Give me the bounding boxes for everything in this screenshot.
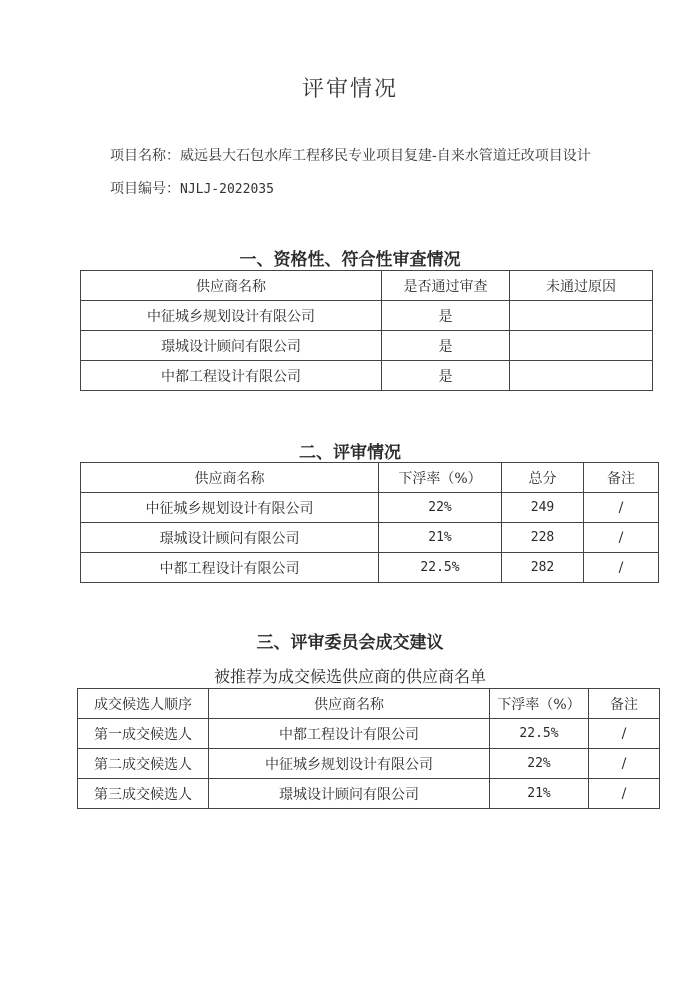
table-header-row [78, 689, 660, 719]
header-cell: 备注 [589, 689, 660, 719]
score-cell: 282 [502, 553, 584, 583]
discount-rate-cell: 21% [490, 779, 589, 809]
section3-title: 三、评审委员会成交建议 [256, 633, 444, 653]
remark-cell: / [584, 523, 659, 553]
header-cell: 备注 [584, 463, 659, 493]
remark-cell: / [589, 779, 660, 809]
remark-cell: / [589, 749, 660, 779]
supplier-cell: 中都工程设计有限公司 [209, 719, 490, 749]
header-cell: 总分 [502, 463, 584, 493]
project-code-line [110, 178, 274, 198]
supplier-cell: 中都工程设计有限公司 [81, 553, 379, 583]
supplier-cell: 璟城设计顾问有限公司 [81, 331, 382, 361]
header-cell: 成交候选人顺序 [78, 689, 209, 719]
discount-rate-cell: 22.5% [490, 719, 589, 749]
score-cell: 228 [502, 523, 584, 553]
table-row [81, 361, 653, 391]
table-row [81, 523, 659, 553]
section1-title: 一、资格性、符合性审查情况 [239, 250, 461, 270]
supplier-cell: 中征城乡规划设计有限公司 [209, 749, 490, 779]
pass-cell: 是 [382, 301, 510, 331]
header-cell: 未通过原因 [510, 271, 653, 301]
discount-rate-cell: 22% [490, 749, 589, 779]
supplier-cell: 中征城乡规划设计有限公司 [81, 301, 382, 331]
project-code-value: NJLJ-2022035 [180, 182, 274, 197]
section3-subtitle: 被推荐为成交候选供应商的供应商名单 [213, 667, 486, 686]
table-row [78, 779, 660, 809]
remark-cell: / [589, 719, 660, 749]
score-cell: 249 [502, 493, 584, 523]
pass-cell: 是 [382, 331, 510, 361]
pass-cell: 是 [382, 361, 510, 391]
project-name-line [110, 145, 591, 165]
table-header-row [81, 463, 659, 493]
table-row [81, 331, 653, 361]
discount-rate-cell: 22% [379, 493, 502, 523]
table-row [78, 719, 660, 749]
table-header-row [81, 271, 653, 301]
project-name-label: 项目名称： [110, 148, 180, 164]
supplier-cell: 中征城乡规划设计有限公司 [81, 493, 379, 523]
reason-cell [510, 361, 653, 391]
reason-cell [510, 301, 653, 331]
header-cell: 供应商名称 [209, 689, 490, 719]
rank-cell: 第一成交候选人 [78, 719, 209, 749]
remark-cell: / [584, 553, 659, 583]
discount-rate-cell: 22.5% [379, 553, 502, 583]
table-row [81, 493, 659, 523]
supplier-cell: 璟城设计顾问有限公司 [209, 779, 490, 809]
table-row [78, 749, 660, 779]
page-title: 评审情况 [301, 77, 398, 102]
evaluation-table [80, 462, 659, 583]
supplier-cell: 璟城设计顾问有限公司 [81, 523, 379, 553]
header-cell: 供应商名称 [81, 463, 379, 493]
header-cell: 下浮率（%） [490, 689, 589, 719]
project-name-value: 威远县大石包水库工程移民专业项目复建-自来水管道迁改项目设计 [180, 148, 591, 164]
table-row [81, 301, 653, 331]
rank-cell: 第三成交候选人 [78, 779, 209, 809]
qualification-table [80, 270, 653, 391]
header-cell: 供应商名称 [81, 271, 382, 301]
reason-cell [510, 331, 653, 361]
header-cell: 下浮率（%） [379, 463, 502, 493]
header-cell: 是否通过审查 [382, 271, 510, 301]
table-row [81, 553, 659, 583]
project-code-label: 项目编号： [110, 181, 180, 197]
discount-rate-cell: 21% [379, 523, 502, 553]
supplier-cell: 中都工程设计有限公司 [81, 361, 382, 391]
section2-title: 二、评审情况 [299, 443, 401, 463]
recommendation-table [77, 688, 660, 809]
remark-cell: / [584, 493, 659, 523]
rank-cell: 第二成交候选人 [78, 749, 209, 779]
